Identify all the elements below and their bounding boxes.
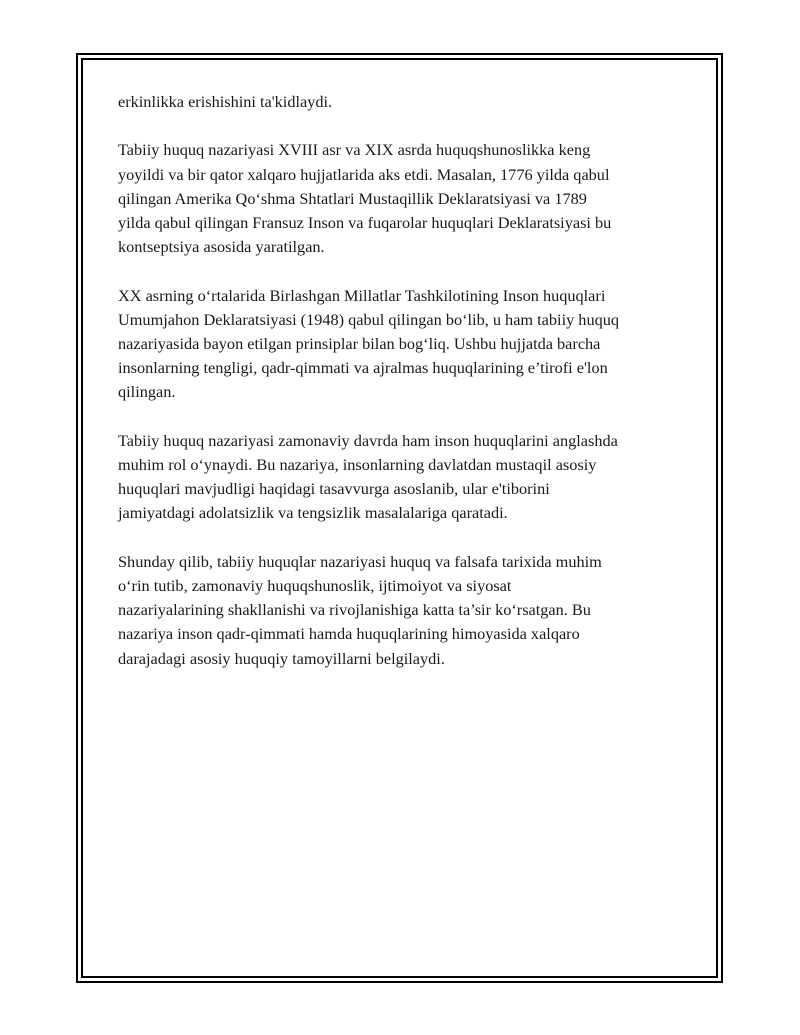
paragraph-4: Tabiiy huquq nazariyasi zamonaviy davrda ham inson huquqlarini anglashda muhim rol oʻynaydi. Bu nazariya, insonlarning davlatdan mustaqil asosiy huquqlari mavjudligi haqidagi tasavvurga asoslanib, ular e'tiborini jamiyatdagi adolatsizlik va tengsizlik masalalariga qaratadi.	[118, 430, 618, 523]
paragraph-2: Tabiiy huquq nazariyasi XVIII asr va XIX asrda huquqshunoslikka keng yoyildi va bir qator xalqaro hujjatlarida aks etdi. Masalan, 1776 yilda qabul qilingan Amerika Qoʻshma Shtatlari Mustaqillik Deklaratsiyasi va 1789 yilda qabul qilingan Fransuz Inson va fuqarolar huquqlari Deklaratsiyasi bu kontseptsiya asosida yaratilgan.	[118, 140, 612, 257]
paragraph-1: erkinlikka erishishini ta'kidlaydi.	[118, 92, 333, 111]
paragraph-3: XX asrning oʻrtalarida Birlashgan Millatlar Tashkilotining Inson huquqlari Umumjahon Deklaratsiyasi (1948) qabul qilingan boʻlib, u ham tabiiy huquq nazariyasida bayon etilgan prinsiplar bilan bogʻliq. Ushbu hujjatda barcha insonlarning tengligi, qadr-qimmati va ajralmas huquqlarining e’tirofi e'lon qilingan.	[118, 285, 620, 402]
paragraph-5: Shunday qilib, tabiiy huquqlar nazariyasi huquq va falsafa tarixida muhim oʻrin tutib, zamonaviy huquqshunoslik, ijtimoiyot va siyosat nazariyalarining shakllanishi va rivojlanishiga katta ta’sir koʻrsatgan. Bu nazariya inson qadr-qimmati hamda huquqlarining himoyasida xalqaro darajadagi asosiy huquqiy tamoyillarni belgilaydi.	[118, 551, 602, 668]
document-body	[118, 90, 703, 695]
